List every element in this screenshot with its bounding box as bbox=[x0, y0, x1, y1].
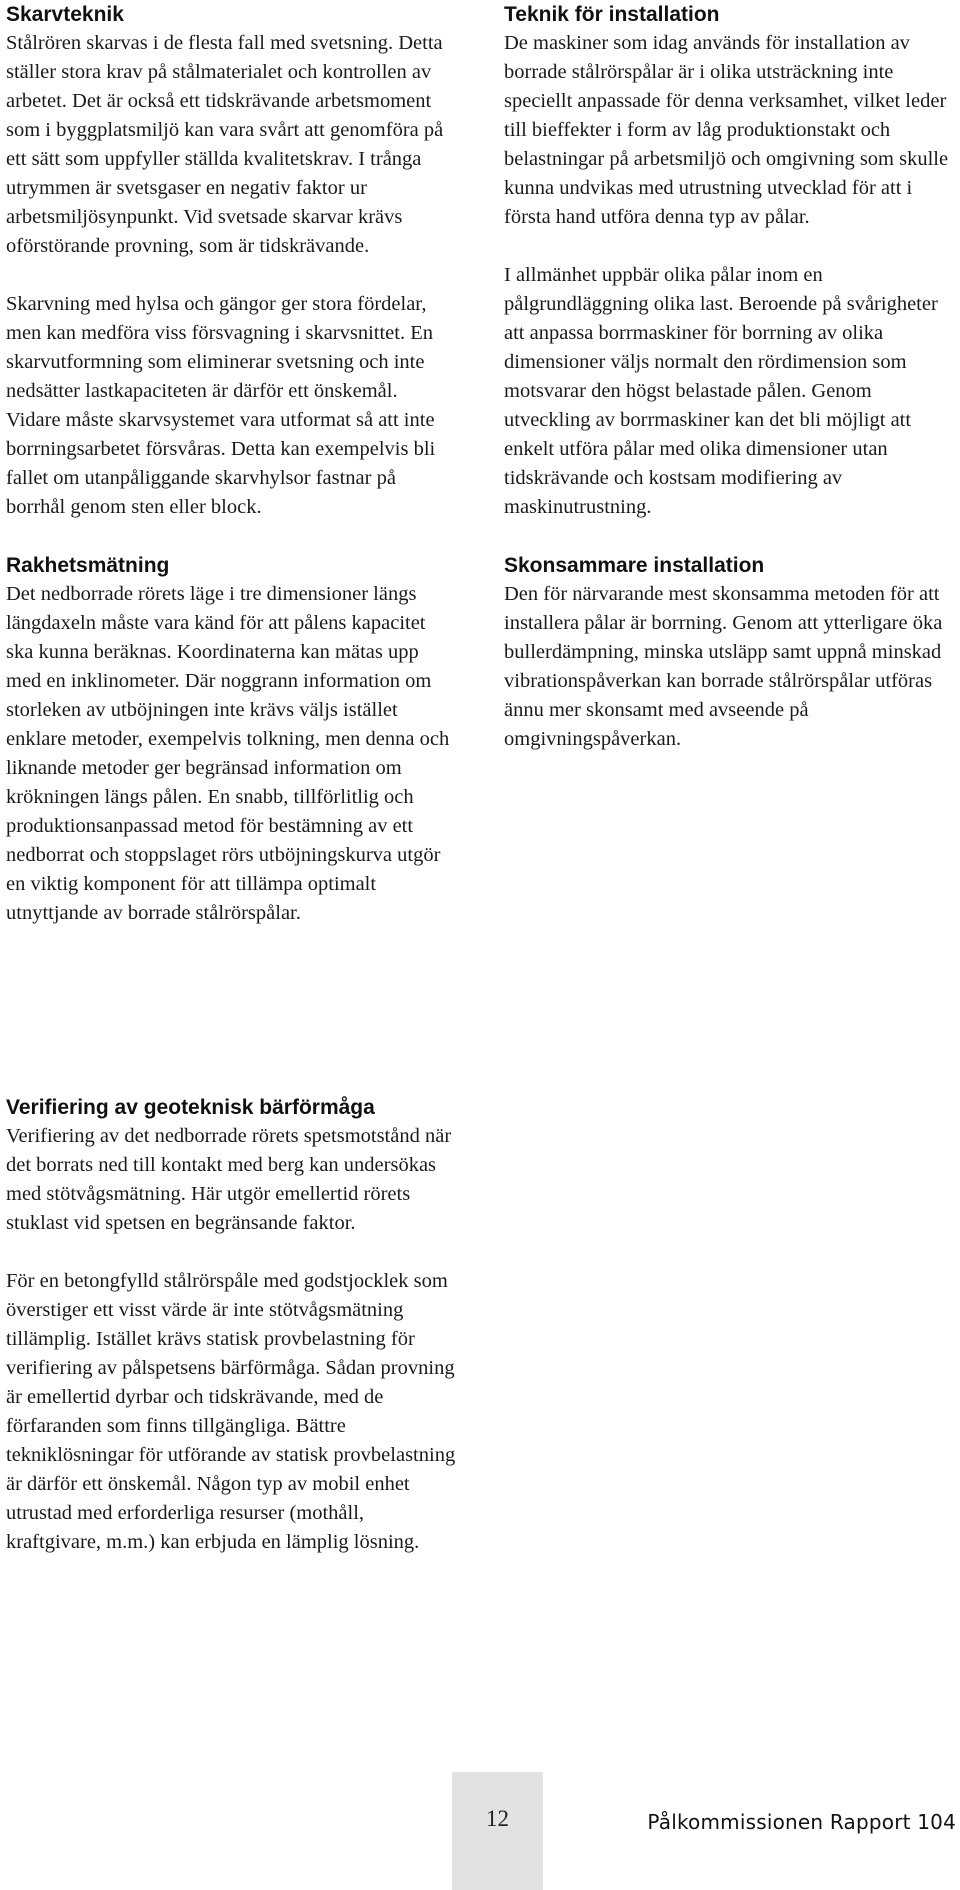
body-paragraph: Verifiering av det nedborrade rörets spetsmotstånd när det borrats ned till kontakt med berg kan undersökas med stötvågsmätning. Här utgör emellertid rörets stuklast vid spetsen en begränsande faktor. bbox=[6, 1125, 452, 1234]
section-heading: Skonsammare installation bbox=[504, 554, 765, 577]
section-teknik-for-installation bbox=[504, 0, 954, 522]
section-heading: Rakhetsmätning bbox=[6, 554, 170, 577]
body-paragraph: I allmänhet uppbär olika pålar inom en pålgrundläggning olika last. Beroende på svårigheter att anpassa borrmaskiner för borrning av olika dimensioner väljs normalt den rördimension som motsvarar den högst belastade pålen. Genom utveckling av borrmaskiner kan det bli möjligt att enkelt utföra pålar med olika dimensioner utan tidskrävande och kostsam modifiering av maskinutrustning. bbox=[504, 264, 938, 518]
body-paragraph: För en betongfylld stålrörspåle med godstjocklek som överstiger ett visst värde är inte stötvågsmätning tillämplig. Istället krävs statisk provbelastning för verifiering av pålspetsens bärförmåga. Sådan provning är emellertid dyrbar och tidskrävande, med de förfaranden som finns tillgängliga. Bättre tekniklösningar för utförande av statisk provbelastning är därför ett önskemål. Någon typ av mobil enhet utrustad med erforderliga resurser (mothåll, kraftgivare, m.m.) kan erbjuda en lämplig lösning. bbox=[6, 1270, 456, 1553]
section-skonsammare-installation bbox=[504, 551, 954, 754]
body-paragraph: Den för närvarande mest skonsamma metoden för att installera pålar är borrning. Genom att ytterligare öka bullerdämpning, minska utsläpp samt uppnå minskad vibrationspåverkan kan borrade stålrörspålar utföras ännu mer skonsamt med avseende på omgivningspåverkan. bbox=[504, 583, 943, 750]
section-verifiering bbox=[6, 1093, 456, 1557]
report-title: Pålkommissionen Rapport 104 bbox=[647, 1810, 956, 1834]
body-paragraph: Skarvning med hylsa och gängor ger stora fördelar, men kan medföra viss försvagning i skarvsnittet. En skarvutformning som eliminerar svetsning och inte nedsätter lastkapaciteten är därför ett önskemål. Vidare måste skarvsystemet vara utformat så att inte borrningsarbetet försvåras. Detta kan exempelvis bli fallet om utanpåliggande skarvhylsor fastnar på borrhål genom sten eller block. bbox=[6, 293, 436, 518]
left-column bbox=[6, 0, 456, 928]
body-paragraph: De maskiner som idag används för installation av borrade stålrörspålar är i olika utsträckning inte speciellt anpassade för denna verksamhet, vilket leder till bieffekter i form av låg produktionstakt och belastningar på arbetsmiljö och omgivning som skulle kunna undvikas med utrustning utvecklad för att i första hand utföra denna typ av pålar. bbox=[504, 32, 949, 228]
page-number: 12 bbox=[486, 1806, 509, 1831]
section-heading: Teknik för installation bbox=[504, 3, 720, 26]
section-heading: Verifiering av geoteknisk bärförmåga bbox=[6, 1096, 375, 1119]
section-skarvteknik bbox=[6, 0, 456, 522]
section-rakhetsmatning bbox=[6, 551, 456, 928]
body-paragraph: Stålrören skarvas i de flesta fall med svetsning. Detta ställer stora krav på stålmaterialet och kontrollen av arbetet. Det är också ett tidskrävande arbetsmoment som i byggplatsmiljö kan vara svårt att genomföra på ett sätt som uppfyller ställda kvalitetskrav. I trånga utrymmen är svetsgaser en negativ faktor ur arbetsmiljösynpunkt. Vid svetsade skarvar krävs oförstörande provning, som är tidskrävande. bbox=[6, 32, 444, 257]
right-column bbox=[504, 0, 954, 754]
section-heading: Skarvteknik bbox=[6, 3, 124, 26]
body-paragraph: Det nedborrade rörets läge i tre dimensioner längs längdaxeln måste vara känd för att pålens kapacitet ska kunna beräknas. Koordinaterna kan mätas upp med en inklinometer. Där noggrann information om storleken av utböjningen inte krävs väljs istället enklare metoder, exempelvis tolkning, men denna och liknande metoder ger begränsad information om krökningen längs pålen. En snabb, tillförlitlig och produktionsanpassad metod för bestämning av ett nedborrat och stoppslaget rörs utböjningskurva utgör en viktig komponent för att tillämpa optimalt utnyttjande av borrade stålrörspålar. bbox=[6, 583, 450, 924]
